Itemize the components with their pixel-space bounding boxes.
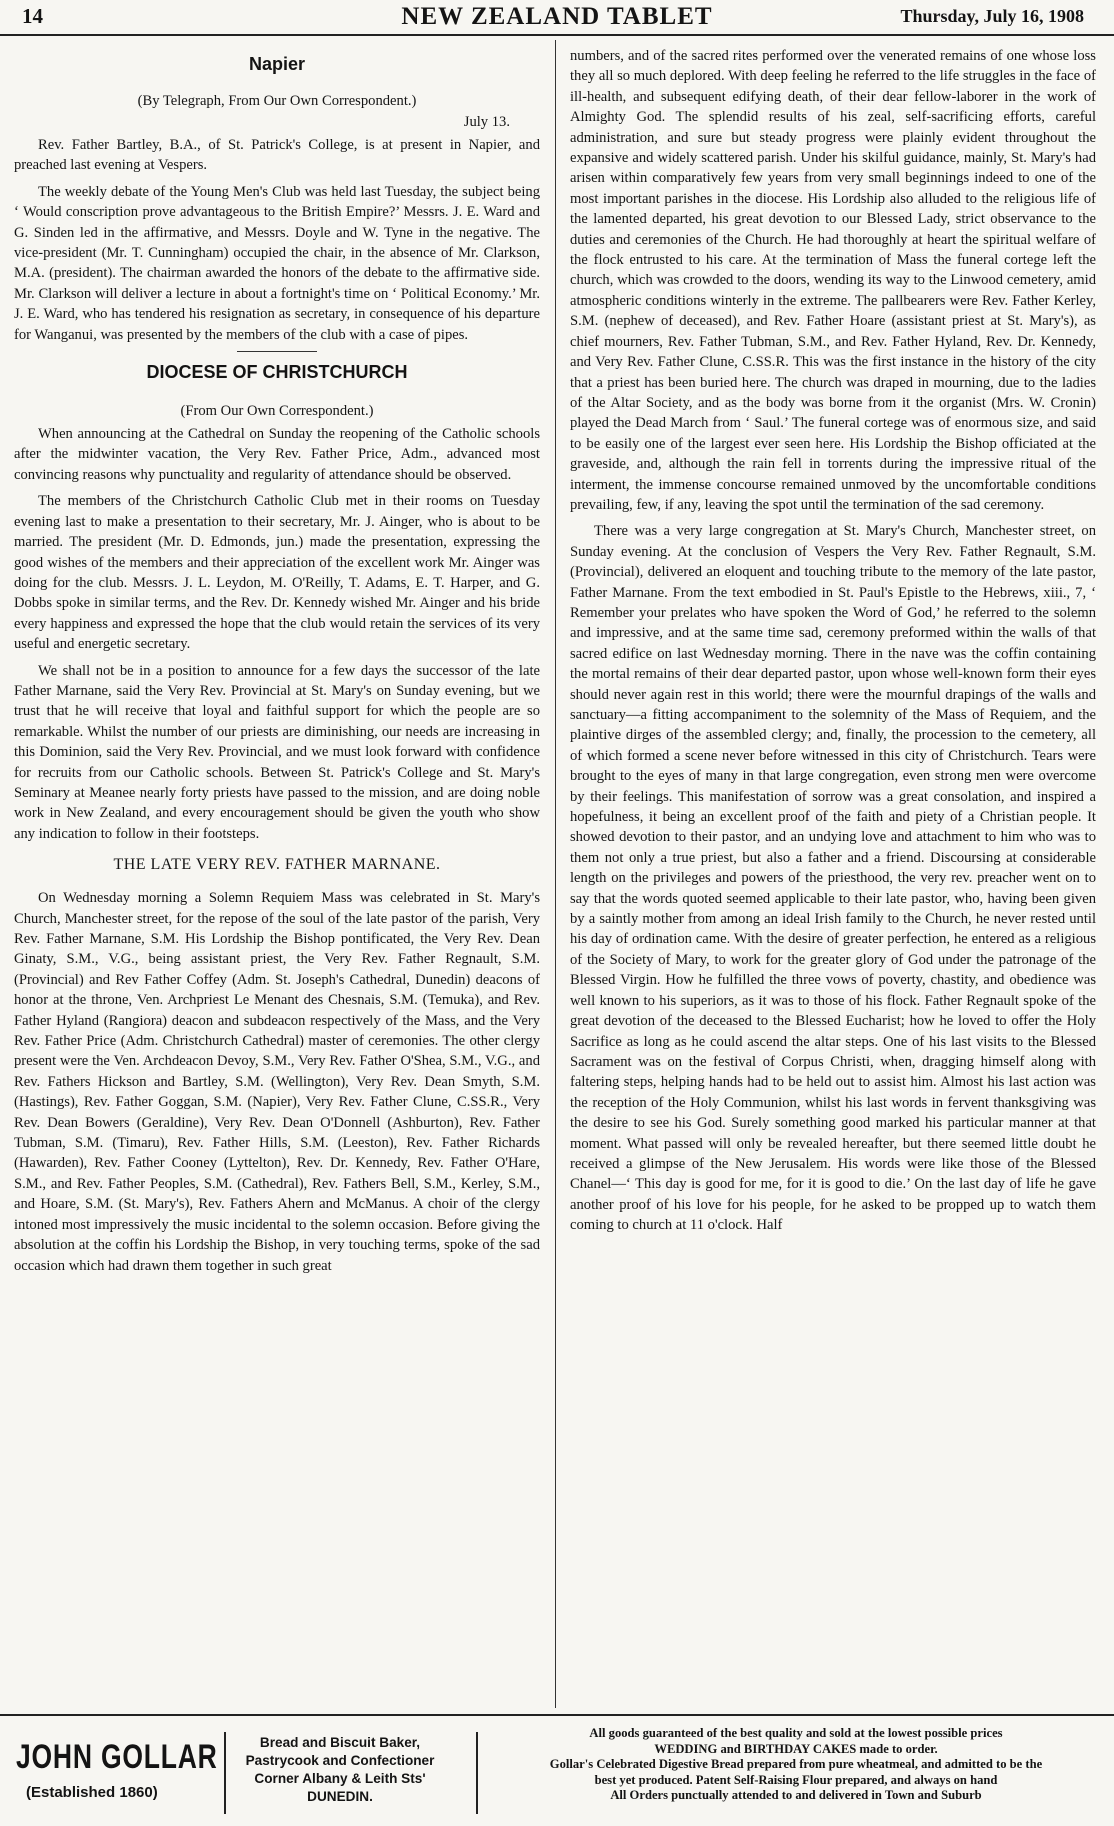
note-line: All goods guaranteed of the best quality and sold at the lowest possible prices: [589, 1726, 1003, 1740]
diocese-paragraph: We shall not be in a position to announce for a few days the successor of the late Father Marnane, said the Very Rev. Provincial at St. Mary's on Sunday evening, but we trust that he will receive that loyal and faithful support for which the people are so remarkable. Whilst the number of our priests are diminishing, our needs are increasing in this Dominion, said the Very Rev. Provincial, and we must look forward with confidence for recruits from our Catholic schools. Between St. Patrick's College and St. Mary's Seminary at Meanee nearly forty priests have passed to the mission, and are doing noble work in New Zealand, and every encouragement should be given the youth who show any indication to follow in their footsteps.: [14, 662, 540, 842]
trade-line: DUNEDIN.: [307, 1789, 373, 1804]
established-year: (Established 1860): [26, 1784, 158, 1801]
diocese-paragraph: When announcing at the Cathedral on Sunday the reopening of the Catholic schools after the midwinter vacation, the Very Rev. Father Price, Adm., advanced most convincing reasons why punctuality and regularity of attendance should be observed.: [14, 426, 540, 483]
column-divider: [555, 40, 556, 1708]
advertiser-name: JOHN GOLLAR: [16, 1738, 218, 1776]
marnane-paragraph: numbers, and of the sacred rites performed over the venerated remains of one whose loss they all so much deplored. With deep feeling he referred to the life struggles in the face of ill-health, and subsequent edifying death, of their dear fellow-laborer in the work of Almighty God. The splendid results of his zeal, self-sacrificing efforts, careful administration, and sure but steady progress were plainly evident throughout the expansive and widely scattered parish. Under his skilful guidance, mainly, St. Mary's had arisen within comparatively few years from very small beginnings indeed to one of the most important parishes in the diocese. His Lordship also alluded to the religious life of the lamented departed, his great devotion to our Blessed Lady, strict observance to the duties and ceremonies of the Church. He had thoroughly at heart the spiritual welfare of the flock entrusted to his care. At the termination of Mass the funeral cortege left the church, which was crowded to the doors, wending its way to the Linwood cemetery, amid atmospheric conditions winterly in the extreme. The pallbearers were Rev. Father Kerley, S.M. (nephew of deceased), and Rev. Father Hoare (assistant priest at St. Mary's), as chief mourners, Rev. Father Tubman, S.M., and Rev. Father Hyland, Rev. Dr. Kennedy, and Very Rev. Father Clune, C.SS.R. This was the first instance in the history of the city that a priest has been buried here. The church was draped in mourning, due to the ladies of the Altar Society, and as the body was borne from it the organist (Mrs. W. Cronin) played the Dead March from ‘ Saul.’ The funeral cortege was of enormous size, and said to be easily one of the largest ever seen here. His Lordship the Bishop officiated at the graveside, and, although the rain fell in torrents during the impressive ritual of the interment, the immense concourse remained unmoved by the uncomfortable conditions prevailing, few, if any, leaving the spot until the termination of the sad ceremony.: [570, 48, 1096, 513]
diocese-heading: DIOCESE OF CHRISTCHURCH: [146, 362, 408, 383]
issue-date: Thursday, July 16, 1908: [900, 6, 1084, 26]
page-number: 14: [22, 4, 43, 28]
napier-paragraph: The weekly debate of the Young Men's Club was held last Tuesday, the subject being ‘ Would conscription prove advantageous to the British Empire?’ Messrs. J. E. Ward and G. Sinden led in the affirmative, and Messrs. Doyle and W. Tyne in the negative. The vice-president (Mr. T. Cunningham) occupied the chair, in the absence of Mr. Clarkson, M.A. (president). The chairman awarded the honors of the debate to the affirmative side. Mr. Clarkson will deliver a lecture in about a fortnight's time on ‘ Political Economy.’ Mr. J. E. Ward, who has tendered his resignation as secretary, in consequence of his departure for Wanganui, was presented by the members of the club with a case of pipes.: [14, 183, 540, 343]
trade-description: [234, 1734, 446, 1806]
advertisement-footer: [0, 1714, 1114, 1826]
napier-byline: (By Telegraph, From Our Own Correspondent.): [137, 93, 417, 109]
diocese-byline: (From Our Own Correspondent.): [180, 403, 374, 420]
napier-heading: Napier: [248, 54, 306, 74]
note-line: Gollar's Celebrated Digestive Bread prepared from pure wheatmeal, and admitted to be the: [549, 1757, 1043, 1772]
napier-dateline: July 13.: [463, 114, 510, 130]
newspaper-title: NEW ZEALAND TABLET: [401, 3, 713, 30]
note-line: best yet produced. Patent Self-Raising Flour prepared, and always on hand: [594, 1772, 998, 1787]
left-column: [14, 46, 540, 1706]
right-column: [570, 46, 1096, 1706]
marnane-paragraph: On Wednesday morning a Solemn Requiem Mass was celebrated in St. Mary's Church, Manchester street, for the repose of the soul of the late pastor of the parish, Very Rev. Father Marnane, S.M. His Lordship the Bishop pontificated, the Very Rev. Dean Ginaty, S.M., V.G., being assistant priest, the Very Rev. Father Regnault, S.M. (Provincial) and Rev Father Coffey (Adm. St. Joseph's Cathedral, Dunedin) deacons of honor at the throne, Ven. Archpriest Le Menant des Chesnais, S.M. (Temuka), and Rev. Father Hyland (Rangiora) deacon and subdeacon respectively of the Mass, and the Very Rev. Father Price (Adm. Christchurch Cathedral) master of ceremonies. The other clergy present were the Ven. Archdeacon Devoy, S.M., Very Rev. Father O'Shea, S.M., V.G., and Rev. Fathers Hickson and Bartley, S.M. (Wellington), Very Rev. Dean Smyth, S.M. (Hastings), Rev. Father Goggan, S.M. (Napier), Very Rev. Father Clune, C.SS.R., Very Rev. Dean Bowers (Geraldine), Very Rev. Dean O'Donnell (Ashburton), Rev. Father Tubman, S.M. (Timaru), Rev. Father Hills, S.M. (Leeston), Rev. Father Richards (Hawarden), Rev. Father Cooney (Lyttelton), Rev. Dr. Kennedy, Rev. Father O'Hare, S.M., and Rev. Father Peoples, S.M. (Cathedral), Rev. Fathers Bell, S.M., Kerley, S.M., and Hoare, S.M. (St. Mary's), Rev. Fathers Ahern and McManus. A choir of the clergy intoned most impressively the music incidental to the solemn occasion. Before giving the absolution at the coffin his Lordship the Bishop, in very touching terms, spoke of the sad occasion which had drawn them together in such great: [14, 890, 540, 1274]
section-divider: [237, 351, 317, 352]
marnane-heading: THE LATE VERY REV. FATHER MARNANE.: [113, 856, 441, 874]
trade-line: Pastrycook and Confectioner: [245, 1753, 435, 1768]
footer-divider: [224, 1732, 226, 1814]
advertisement-notes: [486, 1726, 1106, 1804]
napier-paragraph: Rev. Father Bartley, B.A., of St. Patrick's College, is at present in Napier, and preached last evening at Vespers.: [14, 137, 540, 174]
note-line: All Orders punctually attended to and delivered in Town and Suburb: [610, 1788, 982, 1803]
footer-divider: [476, 1732, 478, 1814]
marnane-paragraph: There was a very large congregation at St. Mary's Church, Manchester street, on Sunday evening. At the conclusion of Vespers the Very Rev. Father Regnault, S.M. (Provincial), delivered an eloquent and touching tribute to the memory of the late pastor, Father Marnane. From the text embodied in St. Paul's Epistle to the Hebrews, xiii., 7, ‘ Remember your prelates who have spoken the Word of God,’ he referred to the solemn and impressive, and at the same time sad, ceremony preformed within the walls of that sacred edifice on last Wednesday morning. There in the nave was the coffin containing the mortal remains of their dear departed pastor, upon whose well-known form their eyes should never again rest in this world; there were the mournful drapings of the walls and sanctuary—a fitting accompaniment to the solemnity of the Mass of Requiem, and the plaintive dirges of the assembled clergy; and, finally, the procession to the cemetery, all of which formed a scene never before witnessed in this city of Christchurch. Tears were brought to the eyes of many in that large congregation, even strong men were overcome by their feelings. This manifestation of sorrow was a great consolation, and inspired a hopefulness, it being an excellent proof of the faith and piety of a Christian people. It showed devotion to their pastor, and an undying love and attachment to him who was to them not only a true priest, but also a father and a friend. Discoursing at considerable length on the privileges and powers of the priesthood, the very rev. preacher went on to say that the words quoted seemed applicable to their late pastor, who, having been given by a saintly mother from among an ideal Irish family to the Church, he never rested until his day of ordination came. With the desire of greater perfection, he entered as a religious of the Society of Mary, to work for the greater glory of God under the patronage of the Blessed Virgin. How he fulfilled the three vows of poverty, chastity, and obedience was well known to his superiors, as it was to those of his flock. Father Regnault spoke of the great devotion of the deceased to the Blessed Eucharist; how he loved to offer the Holy Sacrifice as long as he could ascend the altar steps. One of his last visits to the Blessed Sacrament was on the festival of Corpus Christi, when, dragging himself along with faltering steps, helping hands had to be held out to assist him. Almost his last action was the reception of the Holy Communion, whilst his last words in fervent thanksgiving was the desire to see his God. Surely something good marked his particular manner at that moment. What passed will only be revealed hereafter, but there seemed little doubt he received a glimpse of the New Jerusalem. His words were like those of the Blessed Chanel—‘ This day is good for me, for it is good to die.’ On the last day of life he gave another proof of his love for his people, for he asked to be propped up to watch them coming to church at 11 o'clock. Half: [570, 523, 1096, 1234]
note-line: WEDDING and BIRTHDAY CAKES made to order.: [654, 1741, 938, 1756]
trade-line: Bread and Biscuit Baker,: [259, 1735, 421, 1750]
masthead: [0, 0, 1114, 36]
trade-line: Corner Albany & Leith Sts': [254, 1771, 426, 1786]
diocese-paragraph: The members of the Christchurch Catholic Club met in their rooms on Tuesday evening last to make a presentation to their secretary, Mr. J. Ainger, who is about to be married. The president (Mr. D. Edmonds, jun.) made the presentation, expressing the good wishes of the members and their appreciation of the excellent work Mr. Ainger was doing for the club. Messrs. J. L. Leydon, M. O'Reilly, T. Adams, E. T. Harper, and G. Dobbs spoke in similar terms, and the Rev. Dr. Kennedy wished Mr. Ainger and his bride every happiness and expressed the hope that the club would retain the services of its very useful and energetic secretary.: [14, 493, 540, 653]
